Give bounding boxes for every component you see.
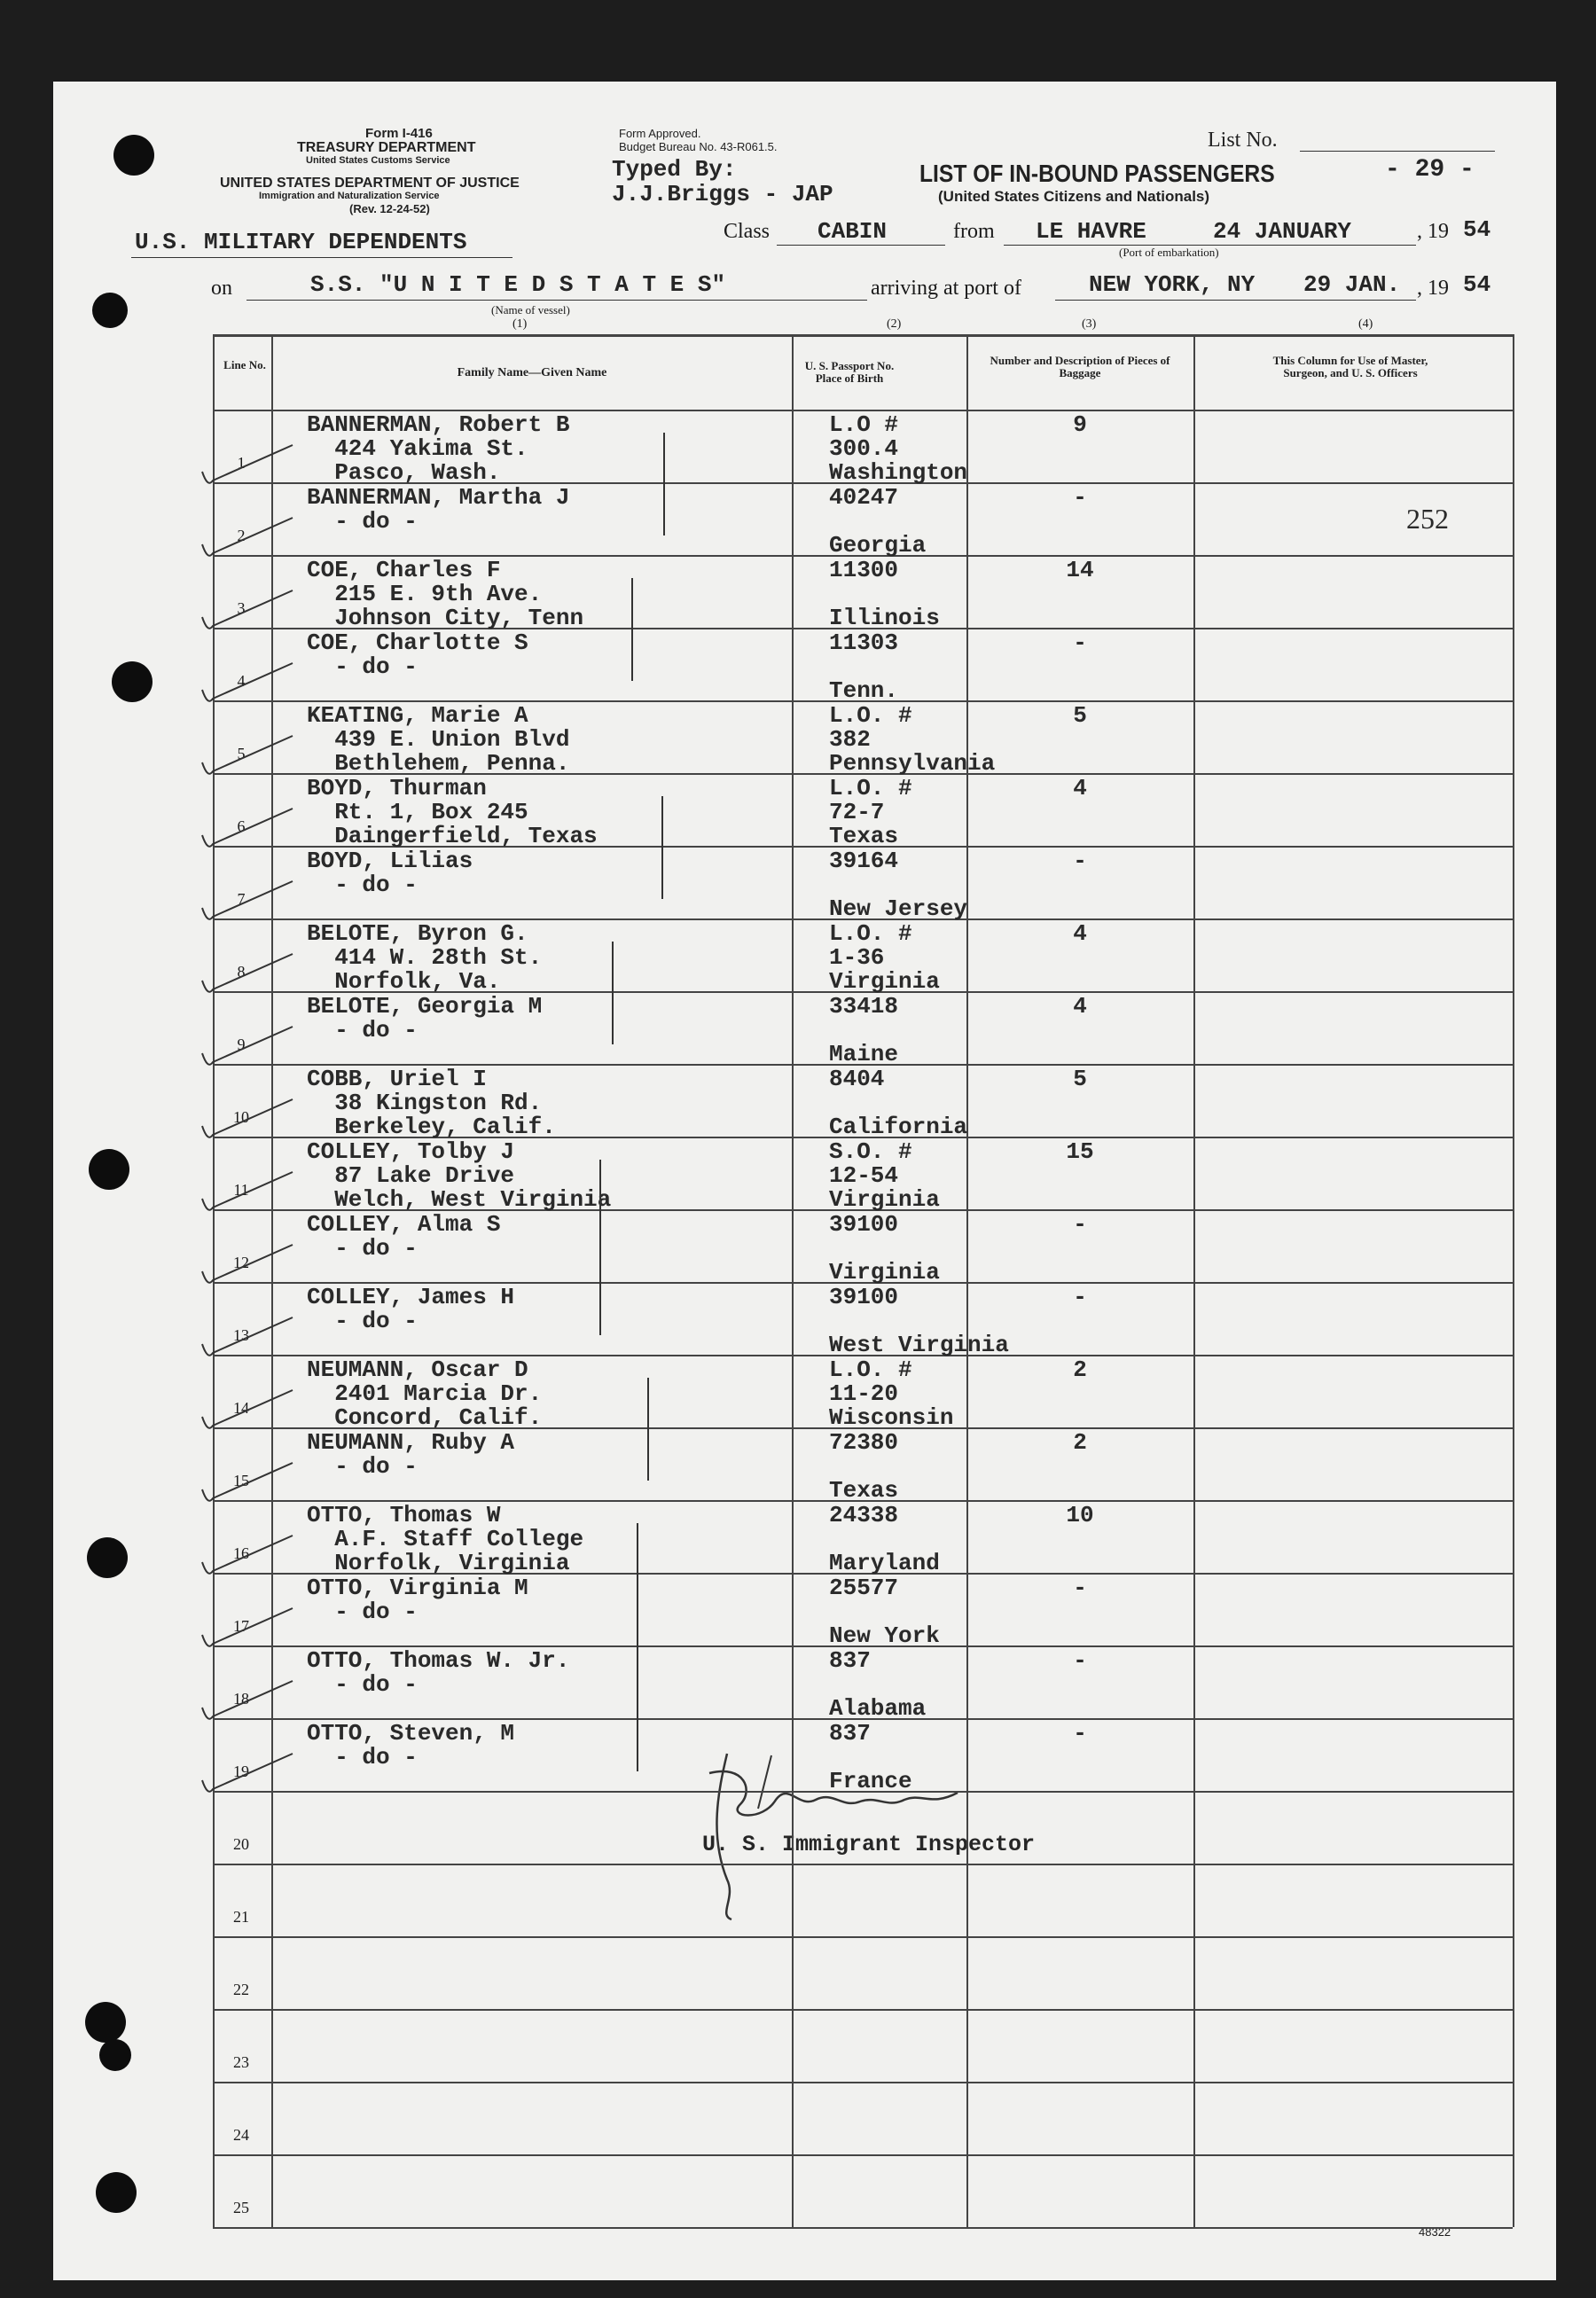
from-date: 24 JANUARY (1213, 218, 1352, 245)
line-number: 15 (233, 1472, 249, 1489)
line-number: 21 (233, 1908, 249, 1926)
check-mark (202, 736, 293, 774)
line-number: 23 (233, 2053, 249, 2071)
line-number: 10 (233, 1108, 249, 1126)
typed-by: J.J.Briggs - JAP (612, 181, 833, 207)
arrival-year-prefix: , 19 (1417, 277, 1449, 300)
class-value: CABIN (818, 218, 888, 245)
passport-birthplace: 72380 Texas (829, 1429, 899, 1504)
officer-note: 252 (1406, 503, 1449, 535)
check-mark (202, 881, 293, 919)
arrival-port: NEW YORK, NY (1089, 271, 1256, 298)
passport-birthplace: 39100 Virginia (829, 1211, 940, 1286)
passenger-name: COLLEY, Alma S - do - (307, 1211, 501, 1262)
baggage-count: 2 (1073, 1429, 1087, 1456)
col-head-passport: U. S. Passport No. Place of Birth (804, 359, 895, 385)
baggage-count: - (1073, 848, 1087, 874)
list-subtitle: (United States Citizens and Nationals) (938, 188, 1210, 205)
passenger-name: COE, Charlotte S - do - (307, 629, 528, 680)
line-number: 11 (233, 1181, 249, 1199)
baggage-count: - (1073, 1211, 1087, 1238)
passport-birthplace: 8404 California (829, 1066, 968, 1140)
passport-birthplace: 837 France (829, 1720, 912, 1794)
check-mark (202, 518, 293, 556)
baggage-count: 5 (1073, 702, 1087, 729)
col-num-1: (1) (512, 317, 528, 331)
passenger-name: COE, Charles F 215 E. 9th Ave. Johnson City, Tenn (307, 557, 584, 631)
col-head-line-no: Line No. (223, 358, 266, 371)
arriving-label: arriving at port of (871, 277, 1021, 300)
revision: (Rev. 12-24-52) (349, 202, 430, 215)
check-mark (202, 954, 293, 992)
baggage-count: - (1073, 1720, 1087, 1747)
line-number: 8 (237, 963, 246, 981)
passenger-name: COLLEY, Tolby J 87 Lake Drive Welch, West Virginia (307, 1138, 612, 1213)
typed-by-label: Typed By: (612, 156, 737, 183)
check-mark (202, 1245, 293, 1283)
line-number: 1 (237, 454, 246, 472)
passport-birthplace: 25577 New York (829, 1575, 940, 1649)
footer-code: 48322 (1419, 2225, 1451, 2239)
passport-birthplace: 837 Alabama (829, 1647, 927, 1722)
list-no-label: List No. (1208, 129, 1278, 152)
passenger-name: BOYD, Lilias - do - (307, 848, 473, 898)
embarkation-note: (Port of embarkation) (1119, 246, 1219, 259)
passenger-name: OTTO, Thomas W. Jr. - do - (307, 1647, 570, 1698)
arrival-year: 54 (1463, 271, 1491, 298)
passenger-name: NEUMANN, Ruby A - do - (307, 1429, 515, 1480)
from-year-prefix: , 19 (1417, 220, 1449, 243)
line-number: 5 (237, 745, 246, 762)
vessel-note: (Name of vessel) (491, 303, 570, 317)
customs-service: United States Customs Service (306, 155, 450, 166)
col-num-3: (3) (1082, 317, 1097, 331)
baggage-count: - (1073, 1647, 1087, 1674)
passenger-name: COBB, Uriel I 38 Kingston Rd. Berkeley, Calif. (307, 1066, 556, 1140)
check-mark (202, 663, 293, 701)
passport-birthplace: 39164 New Jersey (829, 848, 968, 922)
line-number: 6 (237, 817, 246, 835)
line-number: 16 (233, 1544, 249, 1562)
budget-bureau: Budget Bureau No. 43-R061.5. (619, 140, 778, 153)
check-mark (202, 1099, 293, 1137)
baggage-count: 4 (1073, 775, 1087, 801)
passenger-name: BANNERMAN, Robert B 424 Yakima St. Pasco, Wash. (307, 411, 570, 486)
baggage-count: 15 (1066, 1138, 1094, 1165)
line-number: 7 (237, 890, 246, 908)
passport-birthplace: 11303 Tenn. (829, 629, 899, 704)
col-num-4: (4) (1358, 317, 1373, 331)
treasury-dept: TREASURY DEPARTMENT (297, 140, 476, 155)
justice-dept: UNITED STATES DEPARTMENT OF JUSTICE (220, 176, 520, 191)
inspector-label: U. S. Immigrant Inspector (702, 1832, 1036, 1857)
from-label: from (953, 220, 995, 243)
line-number: 19 (233, 1763, 249, 1780)
line-number: 17 (233, 1617, 249, 1635)
from-port: LE HAVRE (1036, 218, 1146, 245)
baggage-count: - (1073, 484, 1087, 511)
baggage-count: - (1073, 1575, 1087, 1601)
line-number: 14 (233, 1399, 249, 1417)
class-label: Class (724, 220, 771, 243)
line-number: 13 (233, 1326, 249, 1344)
passport-birthplace: L.O. # 72-7 Texas (829, 775, 912, 849)
passport-birthplace: 33418 Maine (829, 993, 899, 1067)
check-mark (202, 1681, 293, 1719)
check-mark (202, 1536, 293, 1574)
form-number: Form I-416 (365, 126, 433, 141)
check-mark (202, 1608, 293, 1646)
passenger-name: OTTO, Thomas W A.F. Staff College Norfolk, Virginia (307, 1502, 584, 1576)
col-head-name: Family Name—Given Name (457, 366, 607, 379)
passenger-name: OTTO, Steven, M - do - (307, 1720, 515, 1770)
line-number: 12 (233, 1254, 249, 1271)
passport-birthplace: 11300 Illinois (829, 557, 940, 631)
baggage-count: 5 (1073, 1066, 1087, 1092)
line-number: 9 (237, 1036, 246, 1053)
line-number: 24 (233, 2126, 249, 2144)
passenger-name: COLLEY, James H - do - (307, 1284, 515, 1334)
line-number: 20 (233, 1835, 249, 1853)
check-mark (202, 445, 293, 483)
check-mark (202, 1172, 293, 1210)
check-mark (202, 1390, 293, 1428)
from-year: 54 (1463, 216, 1491, 243)
passport-birthplace: L.O # 300.4 Washington (829, 411, 968, 486)
passenger-name: BOYD, Thurman Rt. 1, Box 245 Daingerfield, Texas (307, 775, 598, 849)
ins-service: Immigration and Naturalization Service (259, 191, 440, 201)
line-number: 2 (237, 527, 246, 544)
line-number: 25 (233, 2199, 249, 2216)
passport-birthplace: L.O. # 11-20 Wisconsin (829, 1356, 954, 1431)
passenger-name: BELOTE, Georgia M - do - (307, 993, 543, 1043)
form-approved: Form Approved. (619, 127, 701, 140)
passenger-name: OTTO, Virginia M - do - (307, 1575, 528, 1625)
baggage-count: - (1073, 629, 1087, 656)
line-number: 3 (237, 599, 246, 617)
passenger-name: BELOTE, Byron G. 414 W. 28th St. Norfolk, Va. (307, 920, 543, 995)
passenger-name: KEATING, Marie A 439 E. Union Blvd Bethlehem, Penna. (307, 702, 570, 777)
list-number: - 29 - (1385, 156, 1475, 184)
passport-birthplace: L.O. # 382 Pennsylvania (829, 702, 996, 777)
passport-birthplace: 39100 West Virginia (829, 1284, 1009, 1358)
passport-birthplace: 40247 Georgia (829, 484, 927, 559)
passport-birthplace: S.O. # 12-54 Virginia (829, 1138, 940, 1213)
baggage-count: - (1073, 1284, 1087, 1310)
baggage-count: 4 (1073, 993, 1087, 1020)
group-label: U.S. MILITARY DEPENDENTS (135, 229, 467, 255)
baggage-count: 10 (1066, 1502, 1094, 1528)
vessel-name: S.S. "U N I T E D S T A T E S" (310, 271, 726, 298)
baggage-count: 14 (1066, 557, 1094, 583)
arrival-date: 29 JAN. (1303, 271, 1401, 298)
line-number: 4 (237, 672, 246, 690)
check-mark (202, 1463, 293, 1501)
passenger-name: BANNERMAN, Martha J - do - (307, 484, 570, 535)
check-mark (202, 1754, 293, 1792)
line-number: 22 (233, 1981, 249, 1998)
on-label: on (211, 277, 232, 300)
col-head-baggage: Number and Description of Pieces of Baggage (990, 354, 1170, 379)
check-mark (202, 1317, 293, 1356)
col-num-2: (2) (887, 317, 902, 331)
check-mark (202, 590, 293, 629)
list-title: LIST OF IN-BOUND PASSENGERS (919, 160, 1275, 187)
passport-birthplace: L.O. # 1-36 Virginia (829, 920, 940, 995)
baggage-count: 9 (1073, 411, 1087, 438)
col-head-officers: This Column for Use of Master, Surgeon, and U. S. Officers (1272, 354, 1428, 379)
baggage-count: 4 (1073, 920, 1087, 947)
passenger-name: NEUMANN, Oscar D 2401 Marcia Dr. Concord, Calif. (307, 1356, 543, 1431)
baggage-count: 2 (1073, 1356, 1087, 1383)
check-mark (202, 809, 293, 847)
check-mark (202, 1027, 293, 1065)
passport-birthplace: 24338 Maryland (829, 1502, 940, 1576)
line-number: 18 (233, 1690, 249, 1708)
